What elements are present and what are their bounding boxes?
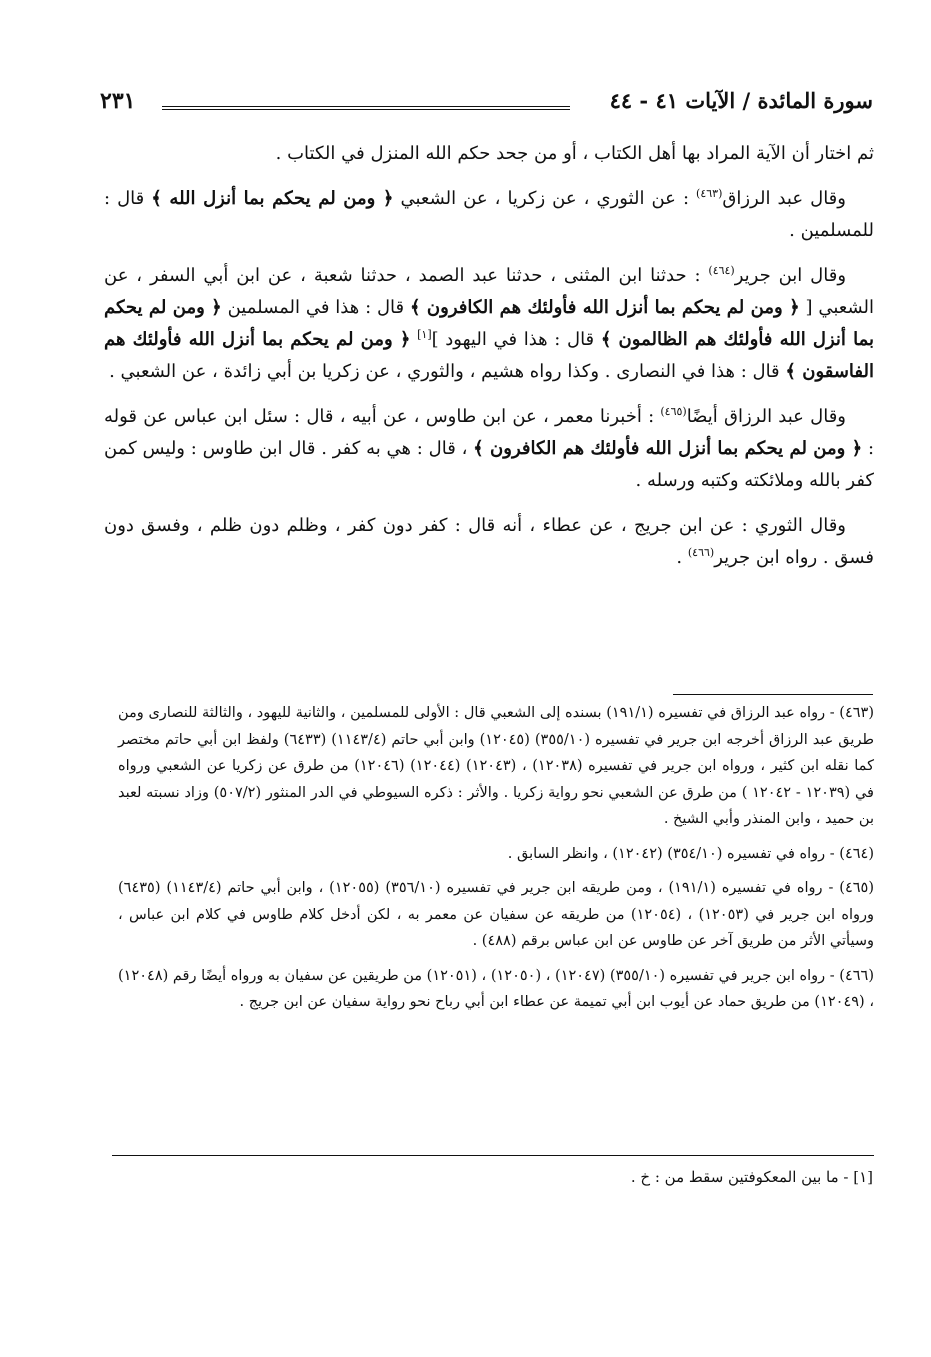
- text: قال : هذا في المسلمين: [227, 297, 405, 318]
- quran-quote: ﴿ ومن لم يحكم بما أنزل الله فأولئك هم الكافرون ﴾: [409, 297, 800, 318]
- footnote-separator: [673, 694, 873, 695]
- text: : عن الثوري ، عن زكريا ، عن الشعبي: [400, 188, 690, 209]
- text: ، قال : هي به كفر . قال ابن طاوس : وليس كمن كفر بالله وملائكته وكتبه ورسله .: [104, 438, 874, 491]
- paragraph-5: [104, 510, 874, 574]
- editor-note-ref: [١]: [417, 328, 432, 341]
- text: وقال عبد الرزاق: [722, 188, 846, 209]
- footnote-463: (٤٦٣) - رواه عبد الرزاق في تفسيره (١٩١/١) بسنده إلى الشعبي قال : الأولى للمسلمين ، والثانية لليهود ، والثالثة للنصارى ومن طريق عبد الرزاق أخرجه ابن جرير في تفسيره (٣٥٥/١٠) (١٢٠٤٥) وابن أبي حاتم (١١٤٣/٤) (٦٤٣٣) ولفظ ابن أبي حاتم مختصر كما نقله ابن كثير ، ورواه ابن جرير في تفسيره (١٢٠٣٨) ، (١٢٠٤٣) (١٢٠٤٤) (١٢٠٤٦) من طرق عن زكريا عن الشعبي ورواه في (١٢٠٣٩ - ١٢٠٤٢ ) من طرق عن الشعبي نحو رواية زكريا . والأثر : ذكره السيوطي في الدر المنثور (٥٠٧/٢) وزاد نسبته لعبد بن حميد ، وابن المنذر وأبي الشيخ .: [118, 705, 874, 827]
- quran-quote: ﴿ ومن لم يحكم بما أنزل الله فأولئك هم الفاسقون ﴾: [104, 329, 874, 382]
- footnote-464: (٤٦٤) - رواه في تفسيره (٣٥٤/١٠) (١٢٠٤٢) ، وانظر السابق .: [507, 845, 874, 862]
- paragraph-1: ثم اختار أن الآية المراد بها أهل الكتاب ، أو من جحد حكم الله المنزل في الكتاب .: [275, 143, 874, 164]
- text: : أخبرنا معمر ، عن ابن طاوس ، عن أبيه ، قال : سئل ابن عباس عن قوله :: [104, 406, 875, 459]
- paragraph-2: [104, 183, 874, 247]
- editor-note-separator: [112, 1155, 874, 1156]
- main-text: [104, 138, 874, 587]
- text: قال : هذا في اليهود ]: [431, 329, 595, 350]
- header-rule: [162, 106, 570, 112]
- text: قال : هذا في النصارى . وكذا رواه هشيم ، والثوري ، عن زكريا بن أبي زائدة ، عن الشعبي .: [109, 361, 780, 382]
- editor-note: [١] - ما بين المعكوفتين سقط من : خ .: [630, 1168, 873, 1186]
- page-number: ٢٣١: [100, 88, 136, 114]
- text: وقال عبد الرزاق أيضًا: [686, 406, 846, 427]
- text: وقال ابن جرير: [734, 265, 847, 286]
- footnote-466: (٤٦٦) - رواه ابن جرير في تفسيره (٣٥٥/١٠) (١٢٠٤٧) ، (١٢٠٥٠) ، (١٢٠٥١) من طريقين عن سفيان به ورواه أيضًا رقم (١٢٠٤٨) ، (١٢٠٤٩) من طريق حماد عن أيوب ابن أبي تميمة عن عطاء ابن أبي رباح نحو رواية سفيان عن ابن جريج .: [118, 967, 874, 1010]
- text: وقال الثوري : عن ابن جريج ، عن عطاء ، أنه قال : كفر دون كفر ، وظلم دون ظلم ، وفسق دون فسق . رواه ابن جرير: [104, 515, 874, 568]
- page-header: [100, 88, 873, 122]
- footnote-ref: (٤٦٦): [687, 546, 715, 559]
- text: قال : للمسلمين .: [104, 188, 874, 241]
- footnote-ref: (٤٦٣): [696, 187, 723, 200]
- footnotes: [118, 700, 874, 1024]
- running-title: سورة المائدة / الآيات ٤١ - ٤٤: [609, 88, 873, 113]
- text: : حدثنا ابن المثنى ، حدثنا عبد الصمد ، حدثنا شعبة ، عن ابن أبي السفر ، عن الشعبي [: [104, 265, 874, 318]
- paragraph-3: [104, 260, 874, 388]
- footnote-465: (٤٦٥) - رواه في تفسيره (١٩١/١) ، ومن طريقه ابن جرير في تفسيره (٣٥٦/١٠) (١٢٠٥٥) ، وابن أبي حاتم (١١٤٣/٤) (٦٤٣٥) ورواه ابن جرير في (١٢٠٥٣) ، (١٢٠٥٤) من طريقه عن سفيان عن معمر به ، لكن أدخل كلام طاوس في كلام ابن عباس ، وسيأتي الأثر من طريق آخر عن طاوس عن ابن عباس برقم (٤٨٨) .: [118, 880, 874, 949]
- text: .: [676, 547, 683, 568]
- footnote-ref: (٤٦٤): [708, 264, 735, 277]
- footnote-ref: (٤٦٥): [660, 405, 687, 418]
- quran-quote: ﴿ ومن لم يحكم بما أنزل الله ﴾: [151, 188, 394, 209]
- quran-quote: ﴿ ومن لم يحكم بما أنزل الله فأولئك هم الكافرون ﴾: [473, 438, 863, 459]
- quran-quote: ﴿ ومن لم يحكم بما أنزل الله فأولئك هم الظالمون ﴾: [104, 297, 874, 350]
- paragraph-4: [104, 401, 874, 497]
